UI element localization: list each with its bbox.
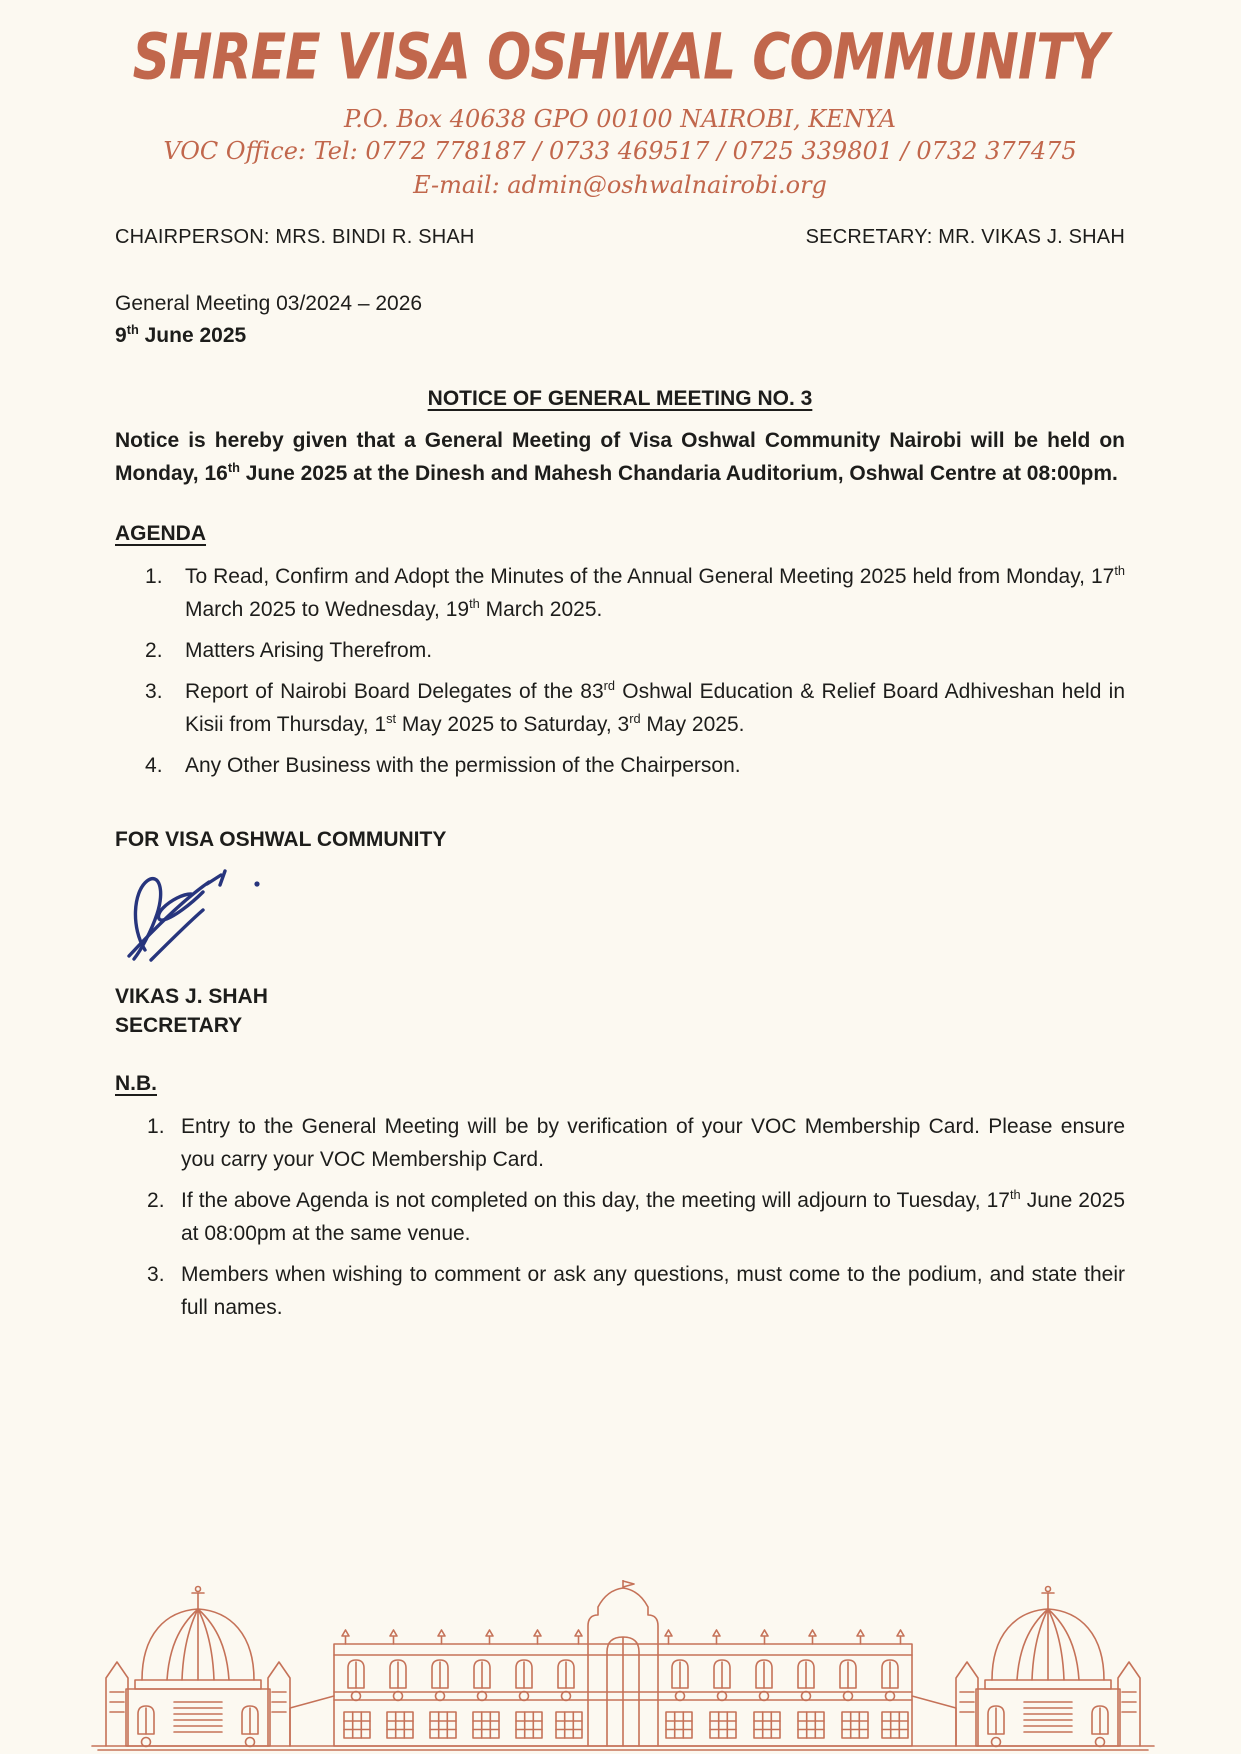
chairperson-label: CHAIRPERSON: MRS. BINDI R. SHAH [115,226,475,248]
email-line: E-mail: admin@oshwalnairobi.org [413,171,827,199]
signature [121,862,293,966]
signatory-name: VIKAS J. SHAH [115,985,268,1008]
list-item: If the above Agenda is not completed on this day, the meeting will adjourn to Tuesday, 17th June 2025 at 08:00pm at the same venue. [181,1187,1125,1245]
signatory-title: SECRETARY [115,1014,243,1037]
notice-title-row [115,387,1125,411]
address-line: P.O. Box 40638 GPO 00100 NAIROBI, KENYA [344,105,896,133]
list-item: Matters Arising Therefrom. [185,639,433,662]
notice-title: NOTICE OF GENERAL MEETING NO. 3 [427,387,813,410]
phone-line: VOC Office: Tel: 0772 778187 / 0733 469517 / 0725 339801 / 0732 377475 [163,137,1077,165]
agenda-list [115,560,1125,782]
list-item: Entry to the General Meeting will be by verification of your VOC Membership Card. Please ensure you carry your VOC Membership Card. [181,1115,1125,1171]
nb-heading-row [115,1072,1125,1096]
notice-body: Notice is hereby given that a General Meeting of Visa Oshwal Community Nairobi will be held on Monday, 16th June 2025 at the Dinesh and Mahesh Chandaria Auditorium, Oshwal Centre at 08:00pm. [115,429,1125,485]
oshwal-centre-drawing-icon [90,1580,1156,1752]
list-item: Report of Nairobi Board Delegates of the 83rd Oshwal Education & Relief Board Adhiveshan held in Kisii from Thursday, 1st May 2025 to Saturday, 3rd May 2025. [185,678,1125,736]
nb-heading: N.B. [115,1072,157,1095]
for-community-line: FOR VISA OSHWAL COMMUNITY [115,828,447,851]
secretary-label: SECRETARY: MR. VIKAS J. SHAH [805,226,1125,248]
agenda-heading-row [115,522,1125,546]
agenda-heading: AGENDA [115,522,207,545]
list-item: Any Other Business with the permission of the Chairperson. [185,754,741,777]
meeting-reference: General Meeting 03/2024 – 2026 [115,292,423,315]
officers-row [115,226,1125,249]
meeting-date: 9th June 2025 [115,322,247,347]
nb-list [115,1110,1125,1324]
building-illustration [90,1580,1156,1752]
signature-ink-icon [121,862,293,966]
letterhead [115,22,1125,202]
organization-name: SHREE VISA OSHWAL COMMUNITY [132,21,1108,95]
list-item: To Read, Confirm and Adopt the Minutes of the Annual General Meeting 2025 held from Monday, 17th March 2025 to Wednesday, 19th March 2025. [185,563,1125,621]
list-item: Members when wishing to comment or ask any questions, must come to the podium, and state their full names. [181,1263,1125,1319]
